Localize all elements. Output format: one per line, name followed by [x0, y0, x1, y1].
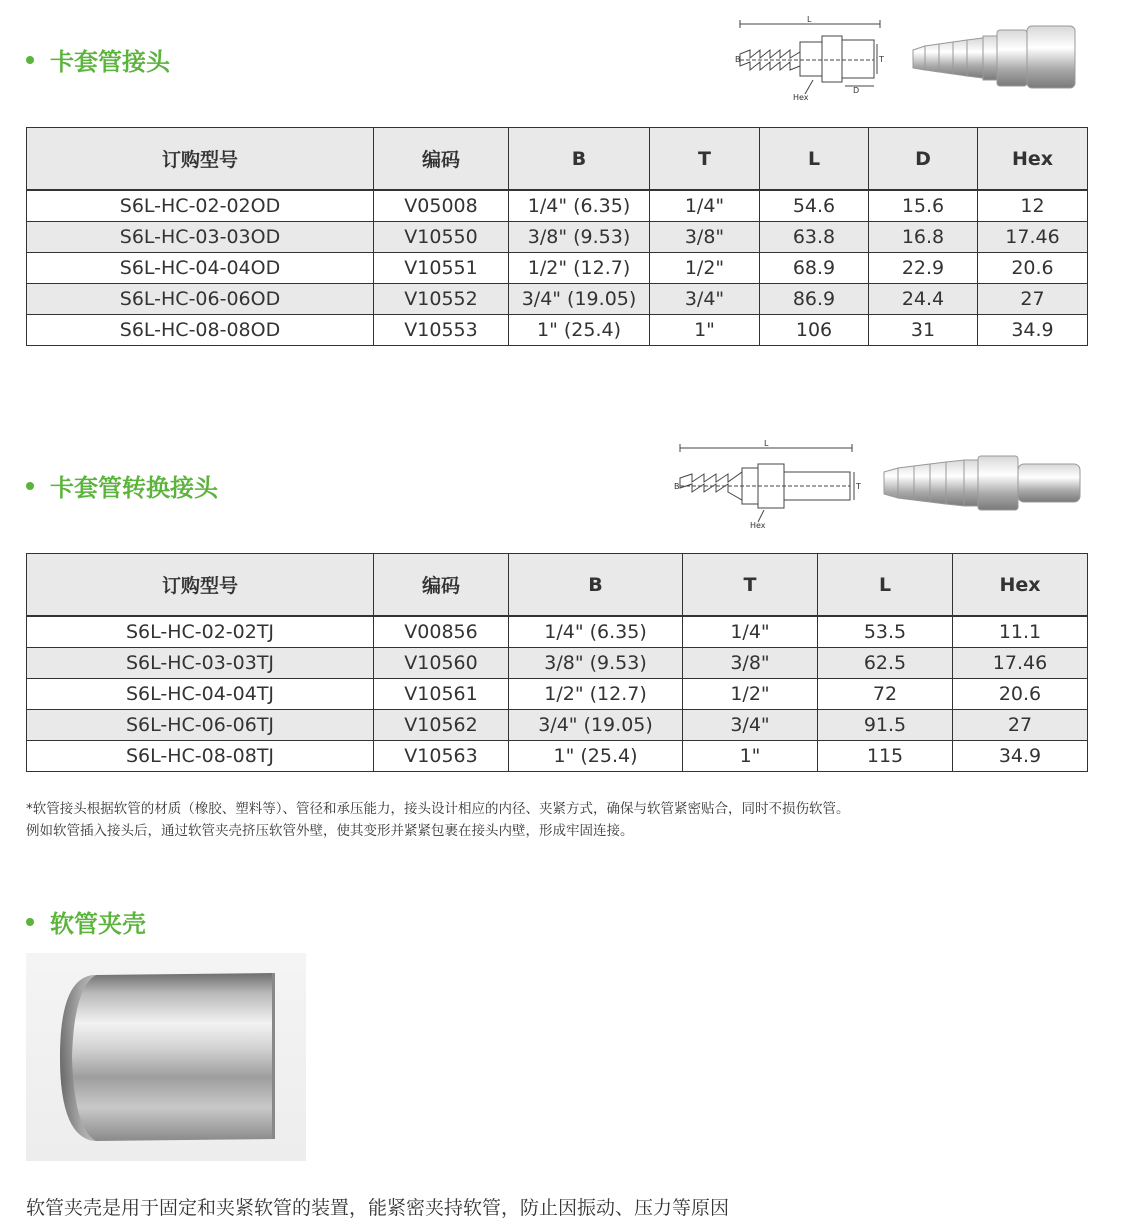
drawing-label-b: B [674, 482, 680, 491]
drawing-label-hex: Hex [793, 93, 809, 102]
cell-hex: 34.9 [953, 741, 1088, 772]
table-row [27, 679, 1088, 710]
table-row [27, 284, 1088, 315]
fitting-drawing [735, 14, 885, 104]
cell-t: 1/2" [650, 253, 760, 284]
cell-hex: 34.9 [978, 315, 1088, 346]
cell-order-no: S6L-HC-02-02OD [27, 190, 374, 222]
cell-code: V10552 [374, 284, 509, 315]
cell-code: V10560 [374, 648, 509, 679]
drawing-label-l: L [764, 439, 769, 448]
cell-hex: 20.6 [953, 679, 1088, 710]
col-header-order-no: 订购型号 [27, 128, 374, 191]
table-header-row [27, 128, 1088, 191]
cell-l: 53.5 [818, 616, 953, 648]
col-header-code: 编码 [374, 128, 509, 191]
bullet-icon [26, 918, 34, 926]
cell-code: V00856 [374, 616, 509, 648]
section-title-hose-ferrule [26, 904, 146, 939]
table-row [27, 253, 1088, 284]
cell-b: 3/8" (9.53) [509, 648, 683, 679]
cell-l: 62.5 [818, 648, 953, 679]
cell-l: 54.6 [760, 190, 869, 222]
footnote-line: *软管接头根据软管的材质（橡胶、塑料等）、管径和承压能力，接头设计相应的内径、夹紧方式，确保与软管紧密贴合，同时不损伤软管。 [26, 801, 850, 817]
cell-order-no: S6L-HC-02-02TJ [27, 616, 374, 648]
cell-hex: 11.1 [953, 616, 1088, 648]
cell-order-no: S6L-HC-03-03TJ [27, 648, 374, 679]
cell-d: 22.9 [869, 253, 978, 284]
section-title-text: 软管夹壳 [50, 910, 146, 938]
col-header-l: L [818, 554, 953, 617]
drawing-label-b: B [735, 55, 741, 64]
col-header-l: L [760, 128, 869, 191]
table-row [27, 315, 1088, 346]
section-title-adapter [26, 468, 218, 503]
cell-code: V10551 [374, 253, 509, 284]
table-row [27, 741, 1088, 772]
cell-b: 1" (25.4) [509, 315, 650, 346]
spec-table-compression [26, 127, 1088, 346]
spec-table-adapter [26, 553, 1088, 772]
cell-code: V10553 [374, 315, 509, 346]
cell-b: 3/8" (9.53) [509, 222, 650, 253]
drawing-label-t: T [879, 55, 884, 64]
footnote-line: 例如软管插入接头后，通过软管夹壳挤压软管外壁，使其变形并紧紧包裹在接头内壁，形成牢固连接。 [26, 823, 634, 839]
cell-b: 3/4" (19.05) [509, 710, 683, 741]
drawing-label-hex: Hex [750, 521, 766, 530]
section-title-text: 卡套管接头 [50, 48, 170, 76]
table-row [27, 616, 1088, 648]
cell-t: 3/8" [683, 648, 818, 679]
drawing-label-l: L [807, 15, 812, 24]
cell-d: 24.4 [869, 284, 978, 315]
cell-d: 16.8 [869, 222, 978, 253]
cell-order-no: S6L-HC-04-04TJ [27, 679, 374, 710]
cell-l: 86.9 [760, 284, 869, 315]
cell-hex: 27 [978, 284, 1088, 315]
cell-code: V10550 [374, 222, 509, 253]
cell-l: 63.8 [760, 222, 869, 253]
cell-l: 106 [760, 315, 869, 346]
adapter-drawing [672, 438, 862, 530]
cell-l: 68.9 [760, 253, 869, 284]
col-header-code: 编码 [374, 554, 509, 617]
cell-b: 3/4" (19.05) [509, 284, 650, 315]
cell-t: 1" [683, 741, 818, 772]
cell-b: 1/2" (12.7) [509, 253, 650, 284]
col-header-t: T [650, 128, 760, 191]
cell-l: 72 [818, 679, 953, 710]
col-header-order-no: 订购型号 [27, 554, 374, 617]
adapter-photo [878, 452, 1086, 514]
col-header-t: T [683, 554, 818, 617]
col-header-hex: Hex [978, 128, 1088, 191]
cell-order-no: S6L-HC-06-06OD [27, 284, 374, 315]
cell-t: 3/4" [650, 284, 760, 315]
footnote [26, 798, 850, 842]
cell-hex: 27 [953, 710, 1088, 741]
cell-t: 3/4" [683, 710, 818, 741]
table-row [27, 648, 1088, 679]
cell-order-no: S6L-HC-08-08OD [27, 315, 374, 346]
cell-t: 1/4" [650, 190, 760, 222]
cell-hex: 17.46 [978, 222, 1088, 253]
table-header-row [27, 554, 1088, 617]
cell-code: V05008 [374, 190, 509, 222]
cell-l: 115 [818, 741, 953, 772]
table-row [27, 222, 1088, 253]
cell-d: 15.6 [869, 190, 978, 222]
cell-order-no: S6L-HC-06-06TJ [27, 710, 374, 741]
table-row [27, 710, 1088, 741]
cell-code: V10562 [374, 710, 509, 741]
col-header-d: D [869, 128, 978, 191]
cell-code: V10563 [374, 741, 509, 772]
hose-ferrule-photo [26, 953, 306, 1161]
fitting-photo [905, 22, 1085, 92]
cell-hex: 20.6 [978, 253, 1088, 284]
drawing-label-d: D [853, 86, 860, 95]
cell-hex: 12 [978, 190, 1088, 222]
cell-l: 91.5 [818, 710, 953, 741]
section-title-text: 卡套管转换接头 [50, 474, 218, 502]
section-title-compression-fitting [26, 42, 170, 77]
cell-code: V10561 [374, 679, 509, 710]
cell-hex: 17.46 [953, 648, 1088, 679]
cell-order-no: S6L-HC-03-03OD [27, 222, 374, 253]
col-header-hex: Hex [953, 554, 1088, 617]
bullet-icon [26, 56, 34, 64]
cell-t: 1/4" [683, 616, 818, 648]
drawing-label-t: T [856, 482, 861, 491]
cell-b: 1/4" (6.35) [509, 616, 683, 648]
cell-b: 1/2" (12.7) [509, 679, 683, 710]
hose-ferrule-description: 软管夹壳是用于固定和夹紧软管的装置，能紧密夹持软管，防止因振动、压力等原因 [26, 1197, 730, 1219]
cell-t: 1" [650, 315, 760, 346]
cell-b: 1" (25.4) [509, 741, 683, 772]
col-header-b: B [509, 128, 650, 191]
cell-t: 3/8" [650, 222, 760, 253]
table-row [27, 190, 1088, 222]
cell-t: 1/2" [683, 679, 818, 710]
cell-d: 31 [869, 315, 978, 346]
col-header-b: B [509, 554, 683, 617]
cell-order-no: S6L-HC-04-04OD [27, 253, 374, 284]
cell-b: 1/4" (6.35) [509, 190, 650, 222]
bullet-icon [26, 482, 34, 490]
cell-order-no: S6L-HC-08-08TJ [27, 741, 374, 772]
